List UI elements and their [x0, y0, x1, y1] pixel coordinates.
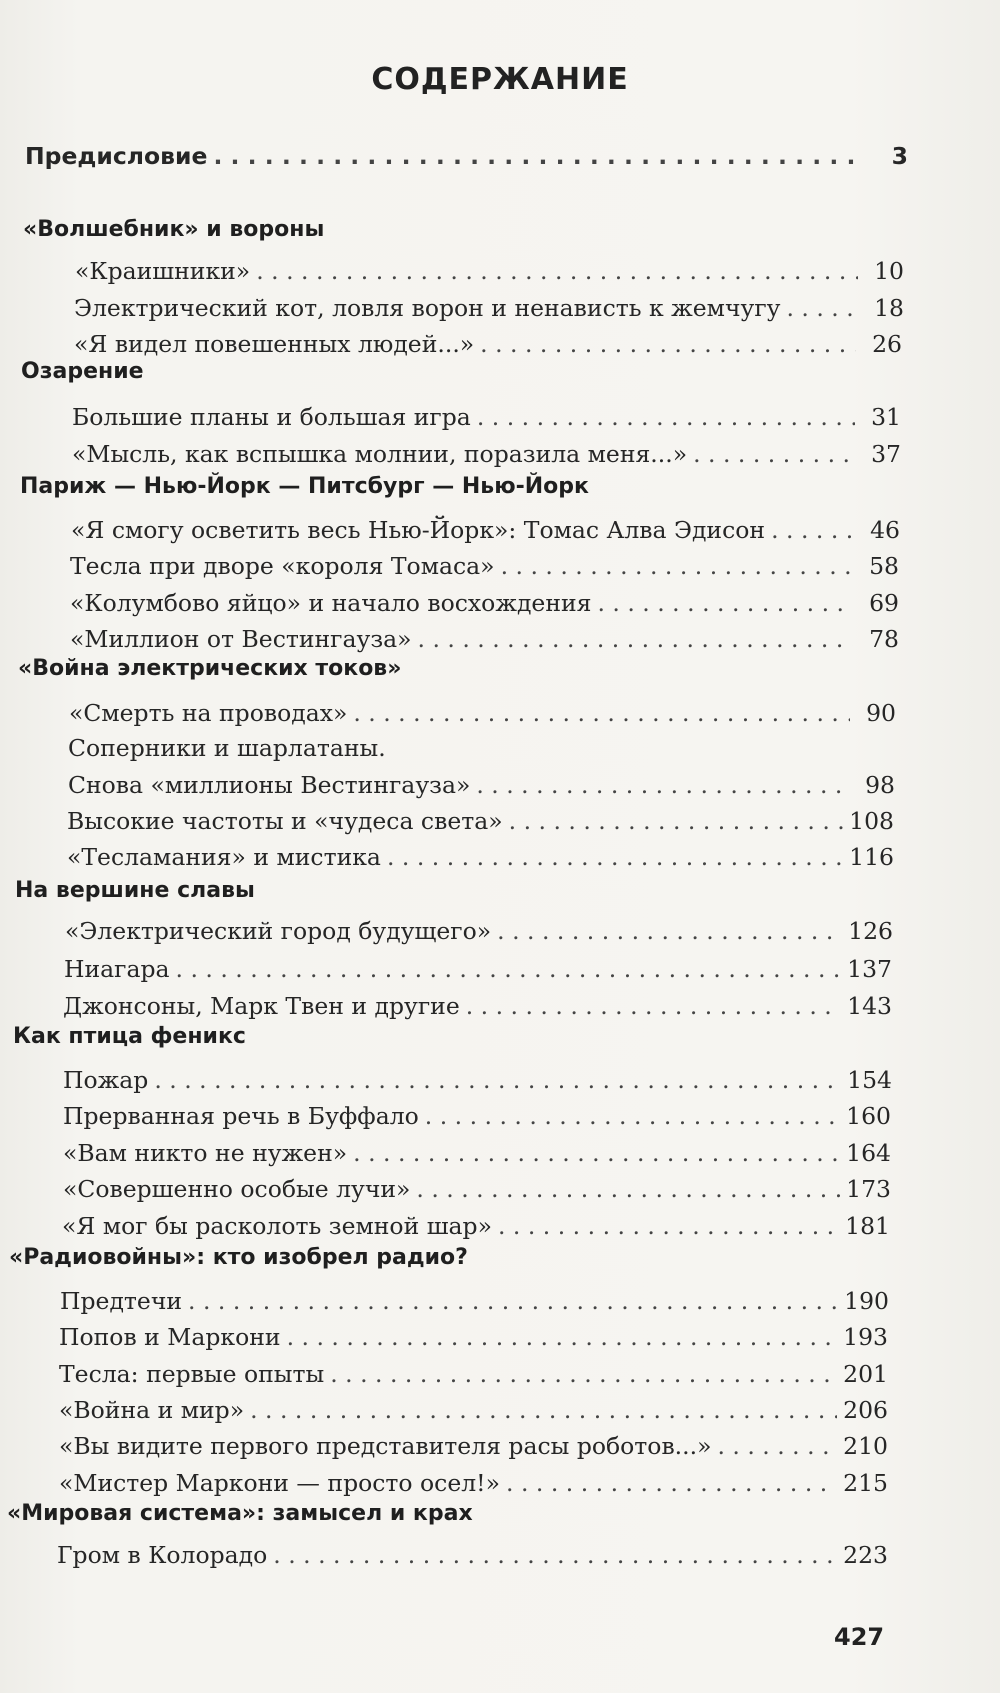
leader-dots [480, 327, 856, 361]
leader-dots [353, 696, 850, 730]
toc-entry: «Тесламания» и мистика . . . 116 [67, 840, 894, 874]
leader-dots [416, 1172, 840, 1206]
toc-entry: Попов и Маркони . . . 193 [59, 1320, 888, 1354]
section-heading: «Война электрических токов» [18, 656, 402, 681]
leader-dots [273, 1538, 837, 1572]
toc-entry: Гром в Колорадо . . . 223 [57, 1538, 888, 1572]
leader-dots [154, 1063, 841, 1097]
preface-label: Предисловие [25, 142, 208, 170]
toc-entry: «Мистер Маркони — просто осел!» . . . 215 [59, 1466, 888, 1500]
toc-entry: «Я смогу осветить весь Нью-Йорк»: Томас Алва Эдисон . . . 46 [71, 513, 900, 547]
toc-entry: «Краишники» . . . 10 [75, 254, 904, 288]
toc-entry: «Миллион от Вестингауза» . . . 78 [70, 622, 899, 656]
leader-dots [476, 768, 849, 802]
toc-entry: Высокие частоты и «чудеса света» . . . 108 [67, 804, 894, 838]
preface-page: 3 [891, 142, 908, 170]
leader-dots [693, 437, 855, 471]
leader-dots [418, 622, 853, 656]
toc-entry: «Война и мир» . . . 206 [59, 1393, 888, 1427]
leader-dots [771, 513, 854, 547]
leader-dots [506, 1466, 837, 1500]
leader-dots [213, 139, 862, 173]
toc-entry: Пожар . . . 154 [63, 1063, 892, 1097]
section-heading: «Радиовойны»: кто изобрел радио? [9, 1245, 468, 1270]
leader-dots [498, 1209, 839, 1243]
leader-dots [250, 1393, 837, 1427]
section-heading: Париж — Нью-Йорк — Питсбург — Нью-Йорк [20, 474, 589, 499]
leader-dots [287, 1320, 838, 1354]
leader-dots [597, 586, 853, 620]
toc-entry: «Смерть на проводах» . . . 90 [69, 696, 896, 730]
toc-entry: Джонсоны, Марк Твен и другие . . . 143 [63, 989, 892, 1023]
leader-dots [387, 840, 843, 874]
page-number: 427 [834, 1623, 885, 1651]
leader-dots [717, 1429, 837, 1463]
leader-dots [477, 400, 855, 434]
leader-dots [256, 254, 858, 288]
leader-dots [176, 952, 842, 986]
section-heading: «Мировая система»: замысел и крах [7, 1501, 473, 1526]
toc-entry: Электрический кот, ловля ворон и ненависть к жемчугу . . . 18 [74, 291, 904, 325]
toc-entry: «Вам никто не нужен» . . . 164 [63, 1136, 891, 1170]
leader-dots [425, 1099, 840, 1133]
section-heading: «Волшебник» и вороны [23, 217, 325, 242]
leader-dots [466, 989, 841, 1023]
toc-entry: Ниагара . . . 137 [64, 952, 892, 986]
leader-dots [501, 549, 853, 583]
toc-entry: Прерванная речь в Буффало . . . 160 [63, 1099, 891, 1133]
section-heading: Озарение [21, 359, 144, 384]
toc-entry: «Я видел повешенных людей...» . . . 26 [74, 327, 902, 361]
toc-entry: «Электрический город будущего» . . . 126 [65, 914, 893, 948]
toc-entry: Соперники и шарлатаны. [68, 734, 386, 762]
toc-entry: Снова «миллионы Вестингауза» . . . 98 [68, 768, 895, 802]
toc-entry: «Я мог бы расколоть земной шар» . . . 181 [62, 1209, 890, 1243]
toc-entry: Предтечи . . . 190 [60, 1284, 889, 1318]
toc-entry: «Колумбово яйцо» и начало восхождения . . . 69 [70, 586, 899, 620]
leader-dots [786, 291, 858, 325]
toc-entry: Тесла при дворе «короля Томаса» . . . 58 [70, 549, 899, 583]
toc-entry: «Мысль, как вспышка молнии, поразила меня...» . . . 37 [72, 437, 901, 471]
section-heading: На вершине славы [15, 878, 255, 903]
toc-preface [25, 139, 908, 173]
page-title: СОДЕРЖАНИЕ [371, 62, 629, 97]
leader-dots [509, 804, 844, 838]
toc-entry: «Вы видите первого представителя расы роботов...» . . . 210 [59, 1429, 888, 1463]
leader-dots [330, 1357, 837, 1391]
section-heading: Как птица феникс [13, 1024, 246, 1049]
toc-entry: Большие планы и большая игра . . . 31 [72, 400, 901, 434]
toc-entry: Тесла: первые опыты . . . 201 [59, 1357, 888, 1391]
leader-dots [188, 1284, 838, 1318]
leader-dots [497, 914, 842, 948]
toc-entry: «Совершенно особые лучи» . . . 173 [63, 1172, 891, 1206]
leader-dots [353, 1136, 840, 1170]
